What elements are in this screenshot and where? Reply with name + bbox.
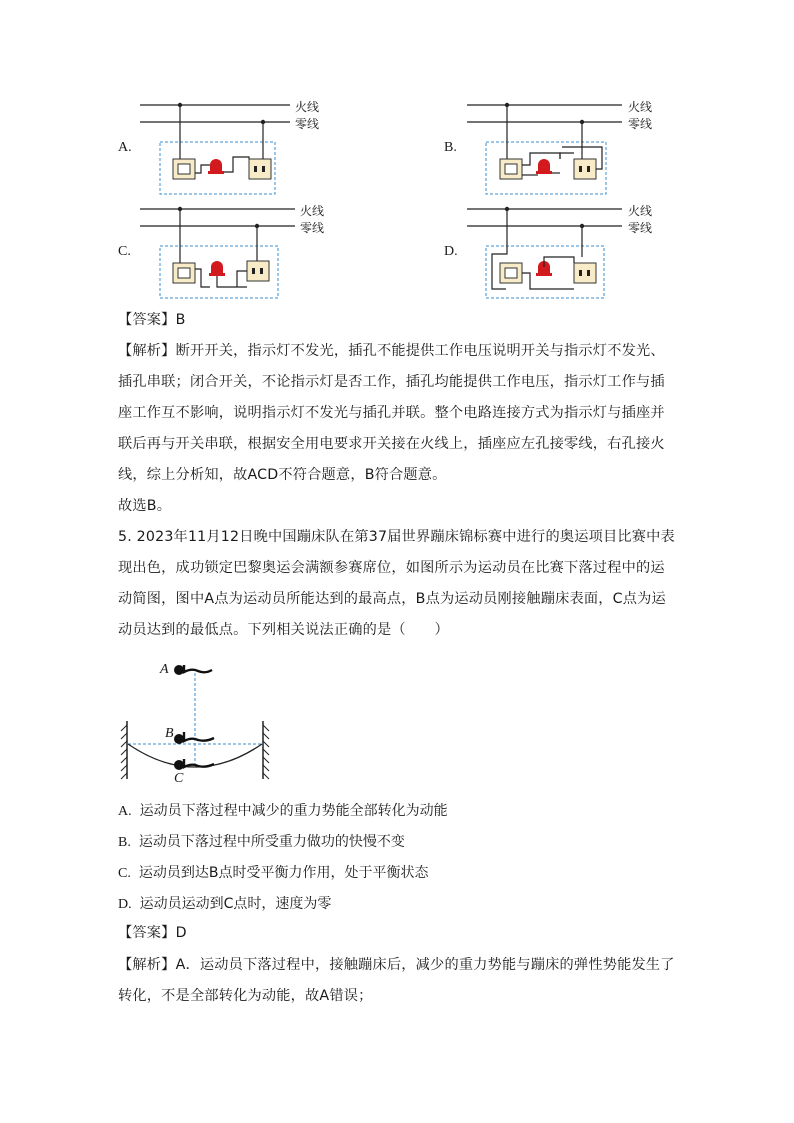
question-5-stem: 5. 2023年11月12日晚中国蹦床队在第37届世界蹦床锦标赛中进行的奥运项目比赛中表现出色，成功锁定巴黎奥运会满额参赛席位，如图所示为运动员在比赛下落过程中的运动简图，图中A点为运动员所能达到的最高点，B点为运动员刚接触蹦床表面，C点为运动员达到的最低点。下列相关说法正确的是（ ） bbox=[118, 529, 675, 638]
analysis-text: 断开开关，指示灯不发光，插孔不能提供工作电压说明开关与指示灯不发光、插孔串联；闭合开关，不论指示灯是否工作，插孔均能提供工作电压，指示灯工作与插座工作互不影响，说明指示灯不发光与插孔并联。整个电路连接方式为指示灯与插座并联后再与开关串联，根据安全用电要求开关接在火线上，插座应左孔接零线，右孔接火线，综上分析知，故ACD不符合题意，B符合题意。 bbox=[118, 343, 665, 483]
analysis-label: 【解析】 bbox=[118, 343, 176, 359]
q4-answer bbox=[118, 305, 678, 336]
live-wire-label-a: 火线 bbox=[295, 100, 320, 114]
choice-letter: A. bbox=[118, 804, 132, 819]
live-wire-label-b: 火线 bbox=[628, 100, 653, 114]
trampoline-figure bbox=[118, 655, 278, 790]
choice-letter: C. bbox=[118, 866, 131, 881]
live-wire-label-d: 火线 bbox=[628, 204, 653, 218]
live-wire-label-c: 火线 bbox=[300, 204, 325, 218]
choice-d bbox=[118, 893, 331, 913]
option-a-letter: A. bbox=[118, 140, 132, 155]
q5-answer bbox=[118, 918, 678, 949]
choice-letter: D. bbox=[118, 897, 132, 912]
option-b-letter: B. bbox=[444, 140, 457, 155]
point-c-label: C bbox=[174, 771, 184, 786]
answer-value: B bbox=[175, 312, 186, 328]
choice-text: 运动员到达B点时受平衡力作用，处于平衡状态 bbox=[138, 865, 429, 881]
choice-a bbox=[118, 800, 448, 820]
q4-analysis bbox=[118, 336, 678, 491]
point-a-label: A bbox=[160, 662, 169, 677]
option-c-letter: C. bbox=[118, 244, 131, 259]
choice-c bbox=[118, 862, 428, 882]
q5-analysis bbox=[118, 950, 678, 1012]
choice-text: 运动员下落过程中所受重力做功的快慢不变 bbox=[138, 834, 405, 850]
answer-value: D bbox=[175, 925, 187, 941]
choice-b bbox=[118, 831, 405, 851]
choice-text: 运动员下落过程中减少的重力势能全部转化为动能 bbox=[139, 803, 448, 819]
q4-conclusion: 故选B。 bbox=[118, 498, 172, 514]
option-d-letter: D. bbox=[444, 244, 458, 259]
point-b-label: B bbox=[165, 726, 174, 741]
neutral-wire-label-a: 零线 bbox=[295, 117, 320, 131]
neutral-wire-label-b: 零线 bbox=[628, 117, 653, 131]
choice-text: 运动员运动到C点时，速度为零 bbox=[139, 896, 332, 912]
answer-label: 【答案】 bbox=[118, 925, 176, 941]
neutral-wire-label-d: 零线 bbox=[628, 221, 653, 235]
choice-letter: B. bbox=[118, 835, 131, 850]
analysis-text: A．运动员下落过程中，接触蹦床后，减少的重力势能与蹦床的弹性势能发生了转化，不是全部转化为动能，故A错误； bbox=[118, 957, 675, 1004]
neutral-wire-label-c: 零线 bbox=[300, 221, 325, 235]
analysis-label: 【解析】 bbox=[118, 957, 176, 973]
answer-label: 【答案】 bbox=[118, 312, 176, 328]
